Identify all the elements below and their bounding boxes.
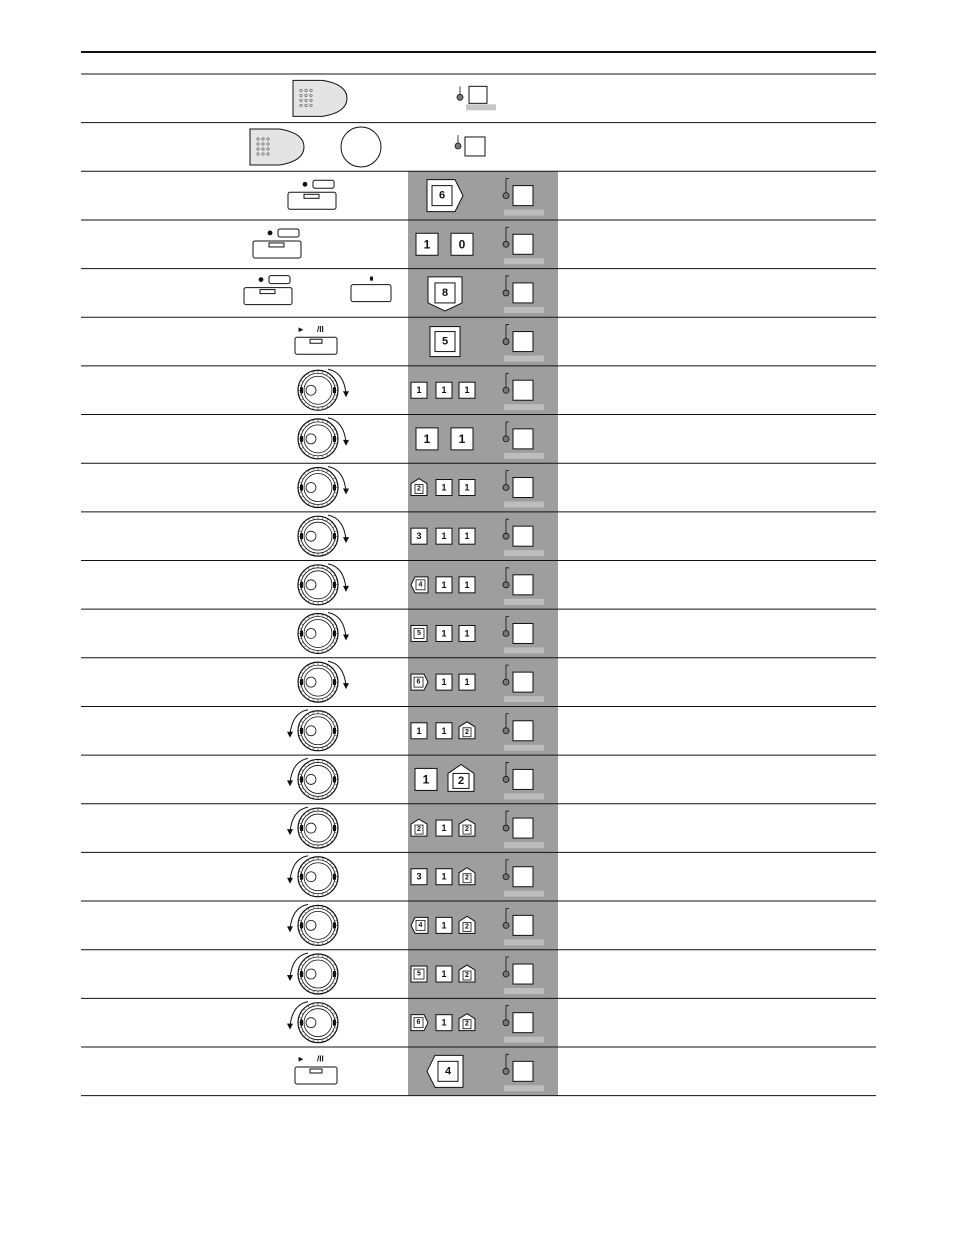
svg-text:5: 5 [417,970,421,978]
svg-text:3: 3 [416,531,422,542]
svg-text:5: 5 [441,335,449,348]
svg-text:1: 1 [464,677,470,688]
svg-text:2: 2 [417,485,421,493]
svg-text:2: 2 [465,923,469,931]
svg-text:2: 2 [465,874,469,882]
svg-text:4: 4 [418,921,423,929]
svg-text:2: 2 [465,972,469,980]
svg-text:1: 1 [441,1017,447,1028]
svg-text:2: 2 [417,826,421,834]
svg-text:8: 8 [441,286,449,299]
svg-text:1: 1 [464,385,470,396]
svg-text:1: 1 [464,579,470,590]
svg-text:4: 4 [444,1065,452,1078]
svg-text:1: 1 [441,579,447,590]
play-icon: ► [297,1054,305,1064]
svg-text:1: 1 [441,969,447,980]
svg-text:4: 4 [418,581,423,589]
svg-text:1: 1 [441,482,447,493]
svg-text:1: 1 [464,482,470,493]
svg-text:1: 1 [441,531,447,542]
svg-text:5: 5 [417,629,421,637]
svg-text:1: 1 [416,725,422,736]
svg-text:1: 1 [422,772,430,787]
svg-text:2: 2 [465,728,469,736]
svg-text:6: 6 [416,1019,421,1027]
svg-text:1: 1 [441,725,447,736]
svg-text:1: 1 [464,531,470,542]
svg-text:1: 1 [441,628,447,639]
svg-text:2: 2 [465,826,469,834]
svg-text:1: 1 [423,431,431,446]
svg-text:2: 2 [465,1020,469,1028]
pause-icon: /II [317,324,324,334]
svg-text:1: 1 [464,628,470,639]
svg-text:1: 1 [441,871,447,882]
pause-icon: /II [317,1054,324,1064]
svg-text:1: 1 [458,431,466,446]
svg-text:0: 0 [458,237,466,252]
svg-text:1: 1 [416,385,422,396]
svg-text:6: 6 [438,189,446,202]
svg-text:2: 2 [457,774,465,787]
svg-text:1: 1 [423,237,431,252]
svg-text:6: 6 [416,678,421,686]
svg-text:1: 1 [441,385,447,396]
svg-text:1: 1 [441,677,447,688]
play-icon: ► [297,324,305,334]
svg-text:3: 3 [416,871,422,882]
svg-text:1: 1 [441,920,447,931]
svg-text:1: 1 [441,823,447,834]
